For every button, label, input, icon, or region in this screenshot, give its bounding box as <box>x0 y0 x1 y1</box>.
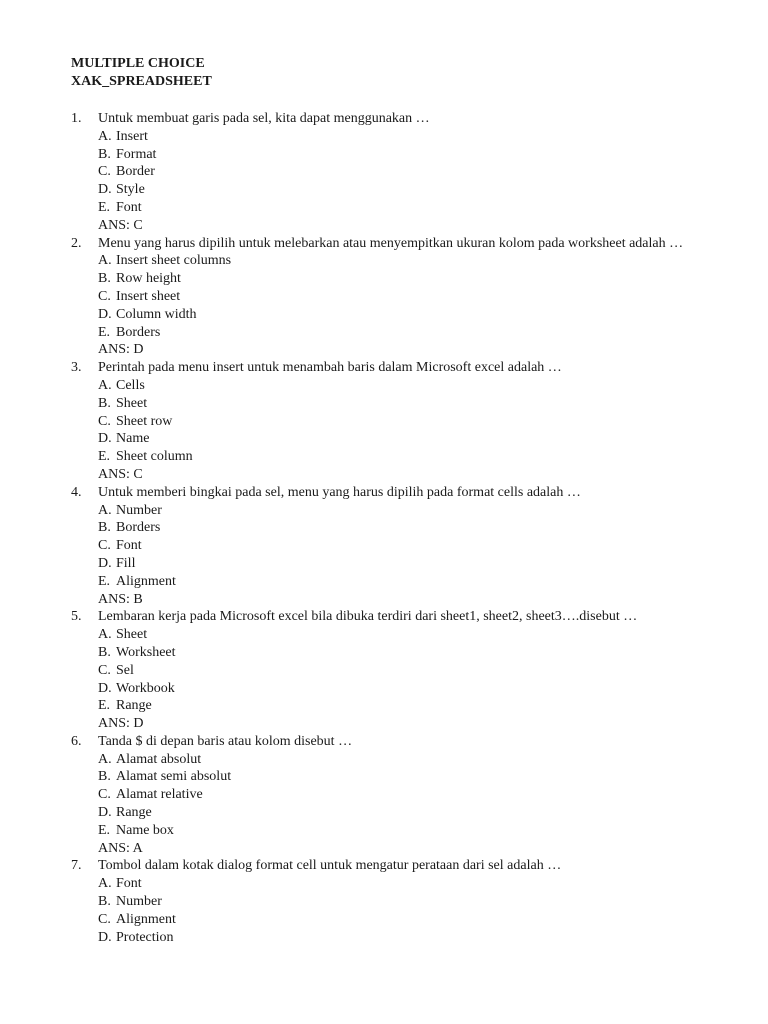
answer-option <box>71 875 721 893</box>
option-letter: B. <box>98 271 111 287</box>
option-letter: B. <box>98 146 111 162</box>
option-letter: E. <box>98 199 111 215</box>
question-number: 7. <box>71 858 82 874</box>
option-letter: D. <box>98 555 112 571</box>
option-text: Name box <box>116 822 174 838</box>
option-text: Name <box>116 431 150 447</box>
answer-option <box>71 181 721 199</box>
question-list <box>71 110 721 946</box>
answer-key: ANS: B <box>98 591 143 607</box>
option-text: Protection <box>116 929 174 945</box>
question-line <box>71 857 721 875</box>
answer-option <box>71 768 721 786</box>
option-letter: E. <box>98 573 111 589</box>
question-number: 6. <box>71 733 82 749</box>
document-header <box>71 55 212 91</box>
answer-option <box>71 911 721 929</box>
answer-option <box>71 537 721 555</box>
option-letter: D. <box>98 929 112 945</box>
option-text: Workbook <box>116 680 175 696</box>
question-text: Lembaran kerja pada Microsoft excel bila dibuka terdiri dari sheet1, sheet2, sheet3….disebut … <box>98 609 638 625</box>
option-letter: E. <box>98 822 111 838</box>
answer-option <box>71 573 721 591</box>
option-text: Style <box>116 182 145 198</box>
option-text: Fill <box>116 555 136 571</box>
answer-option <box>71 644 721 662</box>
answer-option <box>71 146 721 164</box>
question-line <box>71 484 721 502</box>
option-letter: D. <box>98 431 112 447</box>
option-letter: B. <box>98 894 111 910</box>
question-text: Untuk memberi bingkai pada sel, menu yang harus dipilih pada format cells adalah … <box>98 484 581 500</box>
option-letter: A. <box>98 751 112 767</box>
header-subtitle: XAK_SPREADSHEET <box>71 74 212 89</box>
answer-option <box>71 519 721 537</box>
answer-option <box>71 377 721 395</box>
option-letter: E. <box>98 449 111 465</box>
answer-option <box>71 306 721 324</box>
answer-option <box>71 804 721 822</box>
option-letter: C. <box>98 164 111 180</box>
option-text: Font <box>116 876 142 892</box>
answer-key: ANS: D <box>98 342 144 358</box>
answer-option <box>71 163 721 181</box>
option-letter: A. <box>98 876 112 892</box>
option-text: Number <box>116 894 162 910</box>
option-letter: B. <box>98 644 111 660</box>
option-text: Number <box>116 502 162 518</box>
option-letter: D. <box>98 680 112 696</box>
answer-option <box>71 448 721 466</box>
answer-option <box>71 502 721 520</box>
option-text: Alignment <box>116 573 176 589</box>
answer-option <box>71 324 721 342</box>
option-letter: D. <box>98 306 112 322</box>
answer-option <box>71 680 721 698</box>
option-text: Alignment <box>116 911 176 927</box>
header-title: MULTIPLE CHOICE <box>71 56 205 71</box>
question-item <box>71 359 721 484</box>
option-letter: B. <box>98 395 111 411</box>
option-letter: A. <box>98 377 112 393</box>
answer-option <box>71 662 721 680</box>
option-text: Alamat relative <box>116 787 203 803</box>
answer-key: ANS: A <box>98 840 143 856</box>
answer-option <box>71 128 721 146</box>
question-item <box>71 110 721 235</box>
option-text: Sheet column <box>116 449 193 465</box>
option-letter: D. <box>98 182 112 198</box>
option-text: Range <box>116 805 152 821</box>
option-text: Format <box>116 146 157 162</box>
question-text: Tombol dalam kotak dialog format cell untuk mengatur perataan dari sel adalah … <box>98 858 562 874</box>
option-text: Insert sheet columns <box>116 253 232 269</box>
option-letter: E. <box>98 698 111 714</box>
option-letter: C. <box>98 288 111 304</box>
option-text: Font <box>116 199 142 215</box>
answer-option <box>71 199 721 217</box>
option-letter: E. <box>98 324 111 340</box>
option-text: Borders <box>116 324 161 340</box>
answer-option <box>71 697 721 715</box>
answer-option <box>71 430 721 448</box>
answer-option <box>71 252 721 270</box>
option-letter: C. <box>98 662 111 678</box>
answer-option <box>71 413 721 431</box>
option-text: Font <box>116 538 142 554</box>
question-number: 4. <box>71 484 82 500</box>
option-text: Row height <box>116 271 181 287</box>
answer-option <box>71 555 721 573</box>
question-item <box>71 235 721 360</box>
question-number: 3. <box>71 360 82 376</box>
answer-option <box>71 751 721 769</box>
option-text: Sheet <box>116 395 148 411</box>
option-text: Alamat semi absolut <box>116 769 232 785</box>
answer-option <box>71 626 721 644</box>
answer-option <box>71 929 721 947</box>
question-item <box>71 608 721 733</box>
question-line <box>71 110 721 128</box>
option-text: Alamat absolut <box>116 751 202 767</box>
question-number: 5. <box>71 609 82 625</box>
option-letter: C. <box>98 911 111 927</box>
option-text: Sheet row <box>116 413 173 429</box>
option-text: Borders <box>116 520 161 536</box>
option-text: Sel <box>116 662 134 678</box>
question-number: 2. <box>71 235 82 251</box>
option-letter: C. <box>98 787 111 803</box>
option-letter: D. <box>98 805 112 821</box>
question-text: Menu yang harus dipilih untuk melebarkan atau menyempitkan ukuran kolom pada worksheet adalah … <box>98 235 684 251</box>
answer-option <box>71 270 721 288</box>
question-item <box>71 857 721 946</box>
option-text: Column width <box>116 306 197 322</box>
option-text: Worksheet <box>116 644 176 660</box>
answer-key: ANS: D <box>98 716 144 732</box>
question-item <box>71 733 721 858</box>
option-letter: A. <box>98 502 112 518</box>
option-letter: B. <box>98 520 111 536</box>
option-text: Insert sheet <box>116 288 181 304</box>
question-line <box>71 733 721 751</box>
question-number: 1. <box>71 111 82 126</box>
answer-option <box>71 288 721 306</box>
option-letter: C. <box>98 538 111 554</box>
answer-key: ANS: C <box>98 217 143 233</box>
question-text: Untuk membuat garis pada sel, kita dapat menggunakan … <box>98 111 430 126</box>
option-text: Sheet <box>116 627 148 643</box>
option-text: Insert <box>116 128 148 144</box>
question-line <box>71 235 721 253</box>
answer-option <box>71 893 721 911</box>
option-letter: A. <box>98 253 112 269</box>
answer-option <box>71 822 721 840</box>
option-text: Range <box>116 698 152 714</box>
option-letter: A. <box>98 128 112 144</box>
question-text: Perintah pada menu insert untuk menambah baris dalam Microsoft excel adalah … <box>98 360 562 376</box>
option-text: Border <box>116 164 155 180</box>
question-line <box>71 359 721 377</box>
answer-key: ANS: C <box>98 466 143 482</box>
option-text: Cells <box>116 377 145 393</box>
question-item <box>71 484 721 609</box>
answer-option <box>71 786 721 804</box>
question-text: Tanda $ di depan baris atau kolom disebut … <box>98 733 353 749</box>
option-letter: B. <box>98 769 111 785</box>
question-line <box>71 608 721 626</box>
option-letter: A. <box>98 627 112 643</box>
answer-option <box>71 395 721 413</box>
option-letter: C. <box>98 413 111 429</box>
